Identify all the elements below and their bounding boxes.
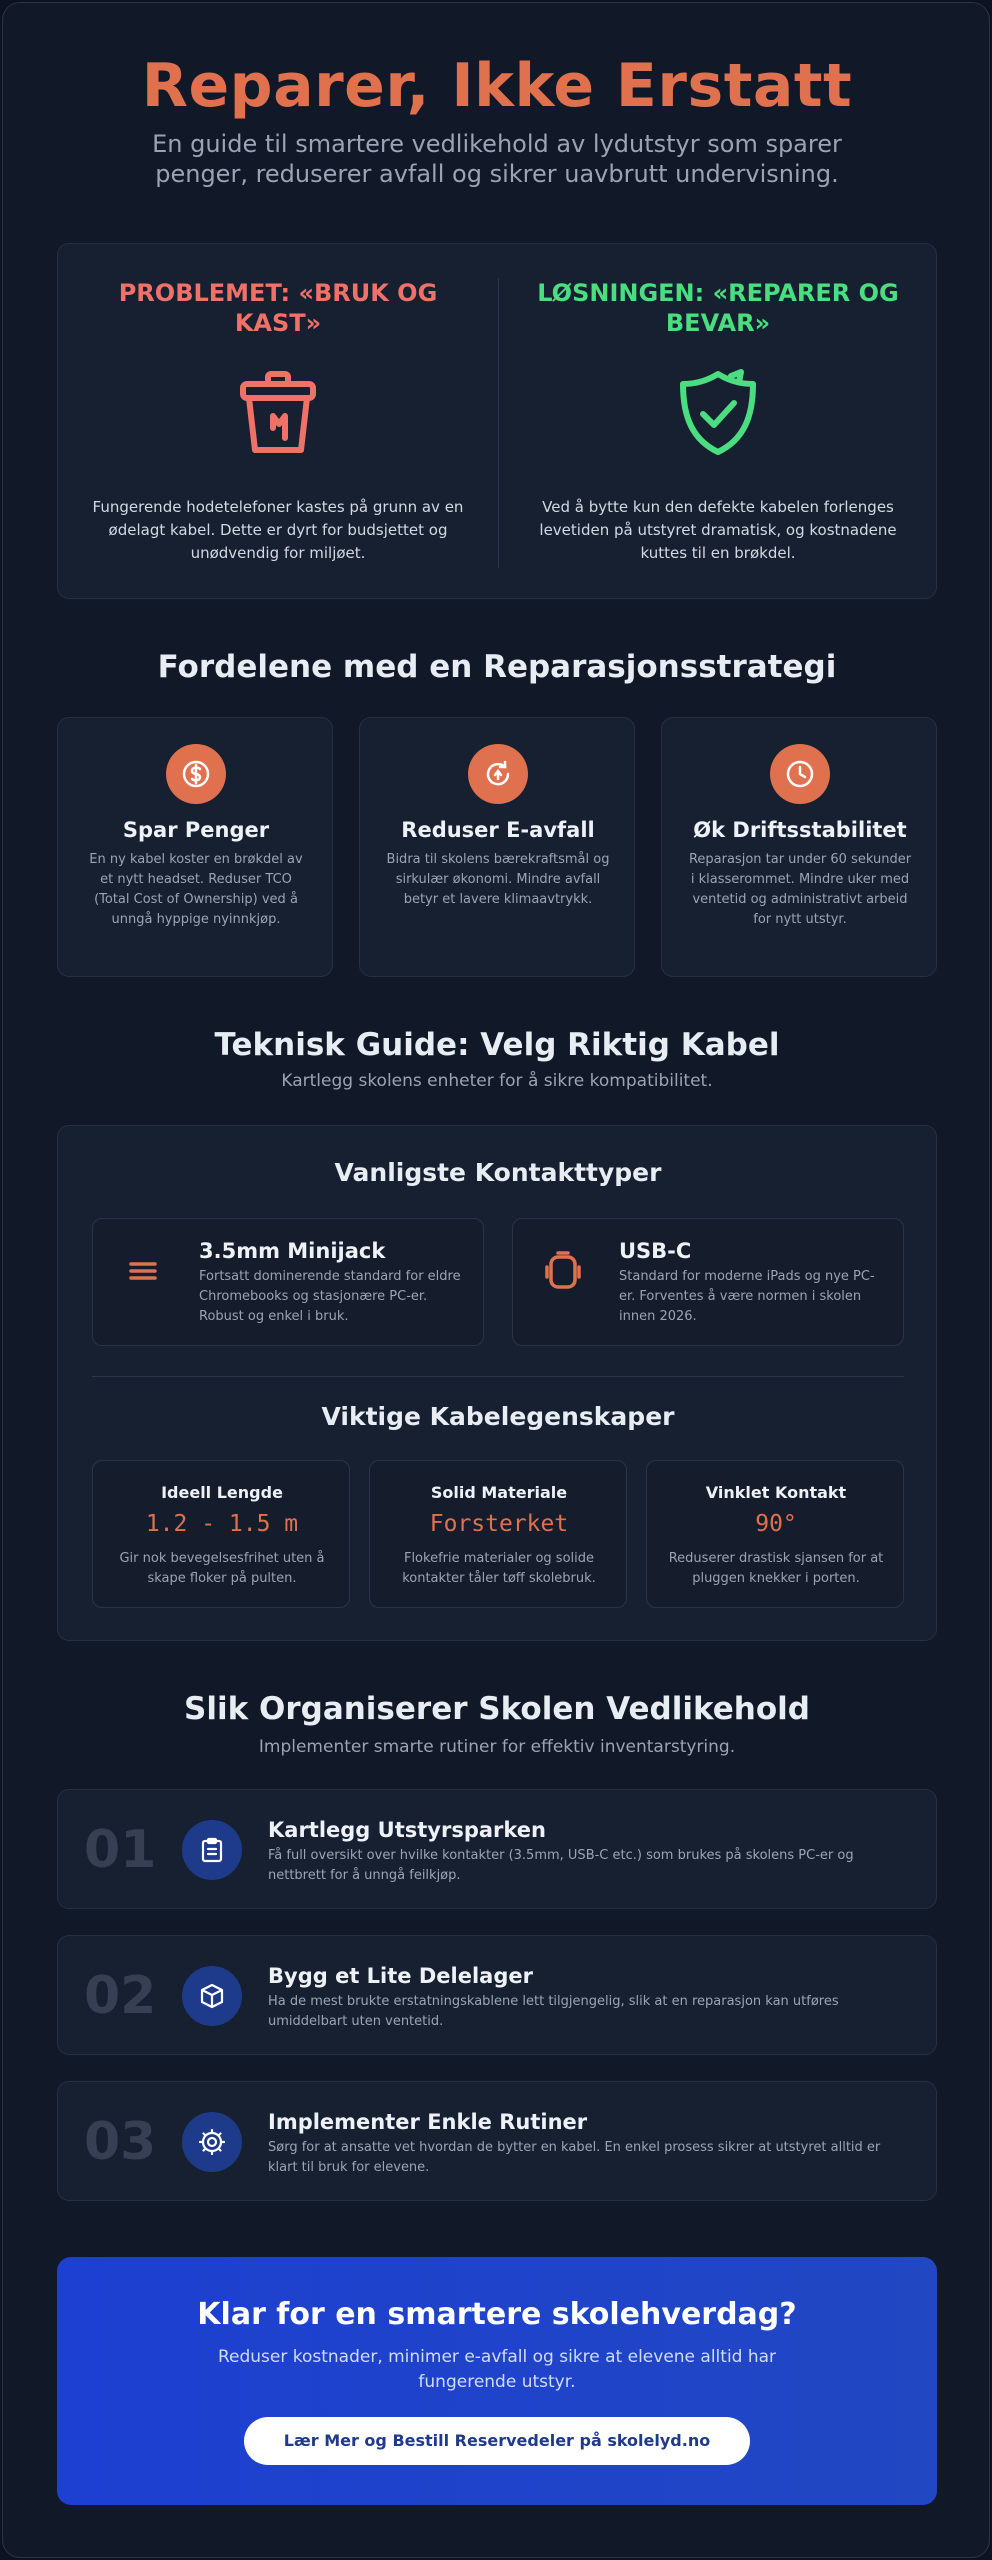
benefit-text: En ny kabel koster en brøkdel av et nytt headset. Reduser TCO (Total Cost of Ownership) ved å unngå hyppige nyinnkjøp.: [89, 852, 303, 927]
step-number: 03: [84, 2112, 157, 2172]
step-card: [57, 2081, 937, 2201]
property-text: Gir nok bevegelsesfrihet uten å skape floker på pulten.: [119, 1551, 325, 1586]
property-value: 1.2 - 1.5 m: [145, 1511, 299, 1537]
benefit-text: Reparasjon tar under 60 sekunder i klasserommet. Mindre uker med ventetid og administrativt arbeid for nytt utstyr.: [688, 852, 912, 927]
trash-icon: [233, 368, 323, 458]
connector-title: USB-C: [619, 1239, 692, 1263]
benefit-card: [359, 717, 635, 977]
step-title: Implementer Enkle Rutiner: [268, 2110, 588, 2134]
property-title: Ideell Lengde: [161, 1483, 283, 1502]
property-title: Vinklet Kontakt: [705, 1483, 847, 1502]
cta-title: Klar for en smartere skolehverdag?: [197, 2297, 797, 2332]
box-icon: [182, 1966, 242, 2026]
page-title: Reparer, Ikke Erstatt: [141, 51, 853, 121]
step-text: Få full oversikt over hvilke kontakter (3.5mm, USB-C etc.) som brukes på skolens PC-er og nettbrett for å unngå feilkjøp.: [268, 1848, 854, 1883]
step-number: 01: [84, 1820, 157, 1880]
recycle-icon: [468, 744, 528, 804]
gear-icon: [182, 2112, 242, 2172]
steps-title: Slik Organiserer Skolen Vedlikehold: [184, 1691, 810, 1727]
properties-title: Viktige Kabelegenskaper: [321, 1402, 675, 1431]
steps-subtitle: Implementer smarte rutiner for effektiv inventarstyring.: [258, 1737, 736, 1757]
infographic-page: [2, 2, 990, 2558]
money-icon: [166, 744, 226, 804]
order-parts-button[interactable]: Lær Mer og Bestill Reservedeler på skolelyd.no: [244, 2417, 750, 2465]
solution-text: Ved å bytte kun den defekte kabelen forlenges levetiden på utstyret dramatisk, og kostnadene kuttes til en brøkdel.: [539, 498, 897, 562]
connector-text: Standard for moderne iPads og nye PC-er. Forventes å være normen i skolen innen 2026.: [619, 1269, 875, 1324]
connector-card: [512, 1218, 904, 1346]
step-title: Bygg et Lite Delelager: [268, 1964, 533, 1988]
property-text: Reduserer drastisk sjansen for at pluggen knekker i porten.: [668, 1551, 884, 1586]
benefit-card: [661, 717, 937, 977]
benefit-title: Spar Penger: [122, 818, 270, 842]
guide-card: [57, 1125, 937, 1641]
problem-text: Fungerende hodetelefoner kastes på grunn av en ødelagt kabel. Dette er dyrt for budsjettet og unødvendig for miljøet.: [92, 498, 464, 562]
guide-title: Teknisk Guide: Velg Riktig Kabel: [214, 1027, 780, 1063]
solution-column: [498, 244, 938, 600]
step-card: [57, 1935, 937, 2055]
benefit-card: [57, 717, 333, 977]
property-card: [92, 1460, 350, 1608]
property-title: Solid Materiale: [430, 1483, 568, 1502]
property-card: [369, 1460, 627, 1608]
benefit-title: Øk Driftsstabilitet: [693, 818, 907, 842]
step-number: 02: [84, 1966, 157, 2026]
problem-solution-card: [57, 243, 937, 599]
clipboard-icon: [182, 1820, 242, 1880]
minijack-icon: [121, 1249, 165, 1293]
property-value: Forsterket: [429, 1511, 569, 1537]
problem-column: [58, 244, 498, 600]
benefit-text: Bidra til skolens bærekraftsmål og sirkulær økonomi. Mindre avfall betyr et lavere klimaavtrykk.: [386, 852, 610, 907]
shield-check-icon: [673, 368, 763, 458]
guide-subtitle: Kartlegg skolens enheter for å sikre kompatibilitet.: [281, 1071, 713, 1091]
connector-text: Fortsatt dominerende standard for eldre Chromebooks og stasjonære PC-er. Robust og enkel i bruk.: [199, 1269, 461, 1324]
connectors-title: Vanligste Kontakttyper: [334, 1158, 662, 1187]
solution-heading: LØSNINGEN: «REPARER OG BEVAR»: [537, 279, 899, 337]
cta-banner: [57, 2257, 937, 2505]
cta-text: Reduser kostnader, minimer e-avfall og sikre at elevene alltid har fungerende utstyr.: [217, 2347, 777, 2392]
benefits-title: Fordelene med en Reparasjonsstrategi: [157, 649, 837, 685]
step-title: Kartlegg Utstyrsparken: [268, 1818, 546, 1842]
divider: [92, 1376, 904, 1377]
benefit-title: Reduser E-avfall: [401, 818, 595, 842]
connector-title: 3.5mm Minijack: [199, 1239, 386, 1263]
problem-heading: PROBLEMET: «BRUK OG KAST»: [118, 279, 438, 337]
property-card: [646, 1460, 904, 1608]
step-card: [57, 1789, 937, 1909]
step-text: Sørg for at ansatte vet hvordan de bytter en kabel. En enkel prosess sikrer at utstyret alltid er klart til bruk for elevene.: [268, 2140, 881, 2175]
page-subtitle: En guide til smartere vedlikehold av lydutstyr som sparer penger, reduserer avfall og sikrer uavbrutt undervisning.: [152, 130, 842, 188]
step-text: Ha de mest brukte erstatningskablene lett tilgjengelig, slik at en reparasjon kan utføres umiddelbart uten ventetid.: [268, 1994, 839, 2029]
clock-icon: [770, 744, 830, 804]
connector-card: [92, 1218, 484, 1346]
usb-c-icon: [541, 1249, 585, 1293]
property-text: Flokefrie materialer og solide kontakter tåler tøff skolebruk.: [402, 1551, 596, 1586]
property-value: 90°: [755, 1511, 797, 1537]
